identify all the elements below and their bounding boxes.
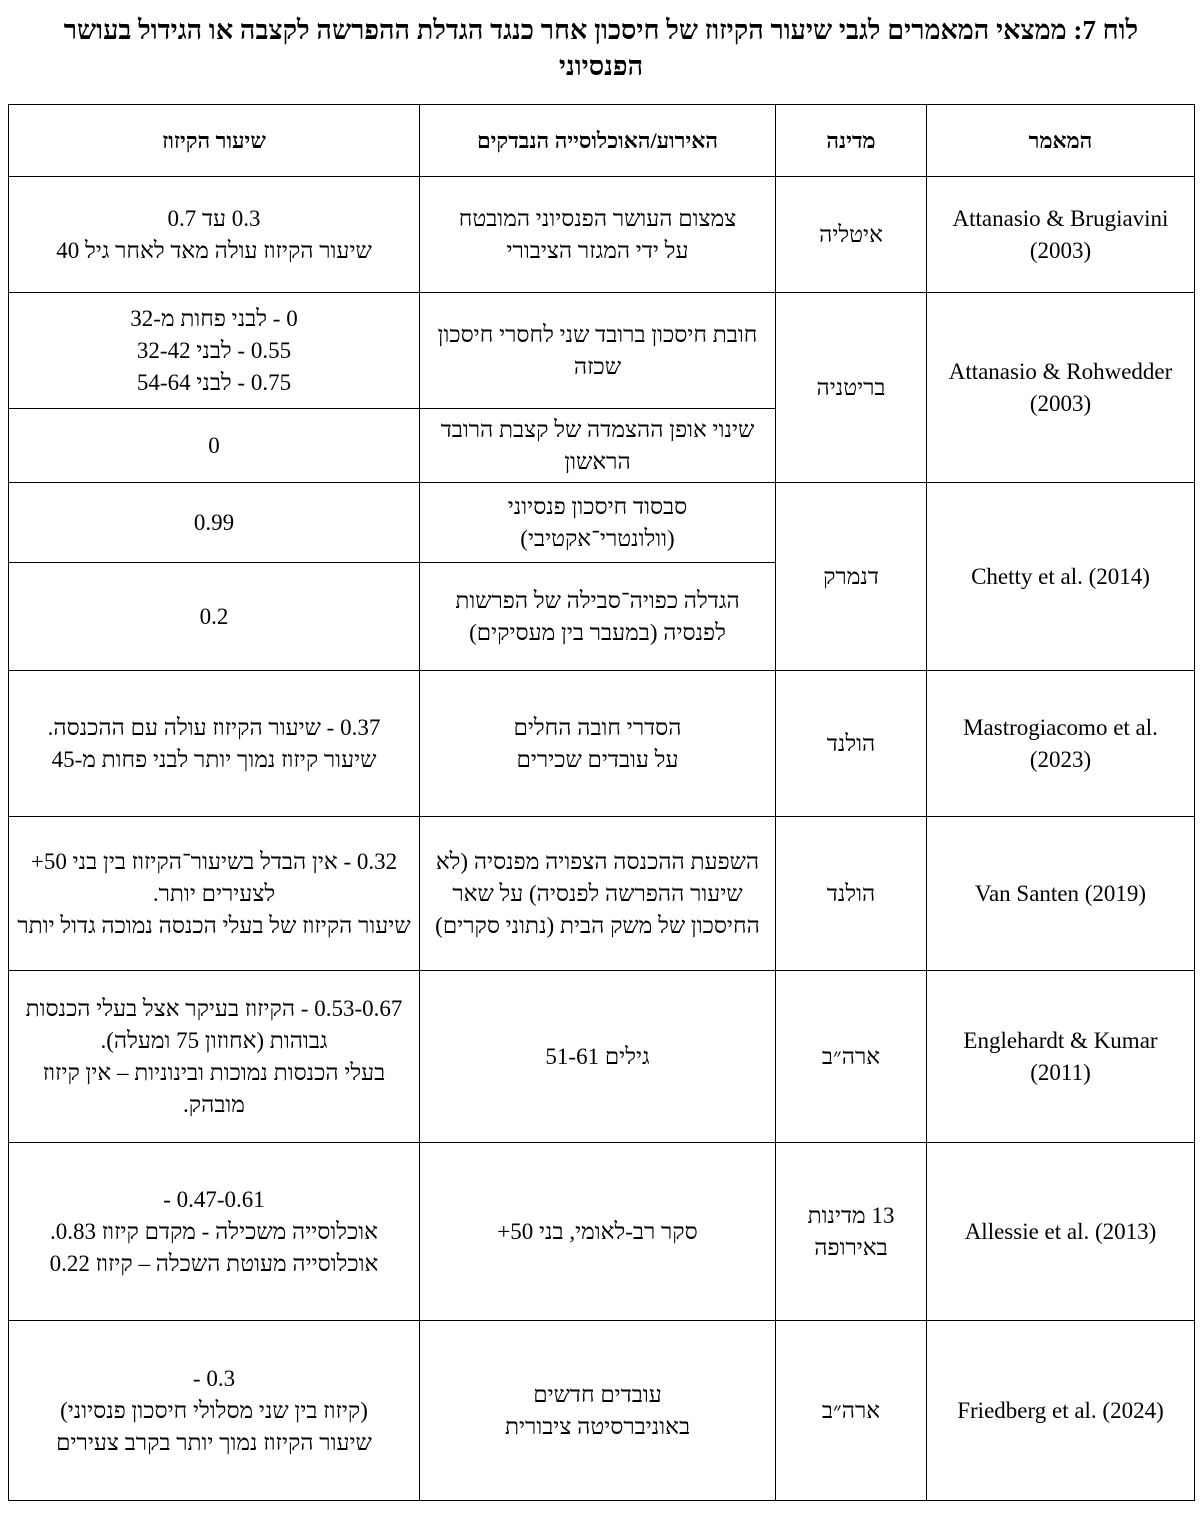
rate-line: 0.2 (199, 603, 229, 629)
rate-cell (9, 483, 420, 563)
event-line: הסדרי חובה החלים (513, 714, 682, 740)
event-cell (420, 671, 776, 817)
paper-cell: Friedberg et al. (2024) (927, 1321, 1195, 1501)
table-row (9, 971, 1195, 1143)
rate-cell (9, 1321, 420, 1501)
event-line: על עובדים שכירים (516, 746, 679, 772)
country-cell: ארה״ב (776, 971, 927, 1143)
paper-cell: Van Santen (2019) (927, 817, 1195, 971)
rate-line: 0.37 - שיעור הקיזוז עולה עם ההכנסה. (47, 714, 381, 740)
rate-line: 0.3 עד 0.7 (167, 205, 261, 231)
rate-line: 0.75 - לבני 54-64 (136, 369, 292, 395)
rate-cell (9, 563, 420, 671)
rate-line: שיעור קיזוז נמוך יותר לבני פחות מ-45 (51, 746, 377, 772)
paper-cell: Englehardt & Kumar (2011) (927, 971, 1195, 1143)
rate-line: אוכלוסייה מעוטת השכלה – קיזוז 0.22 (49, 1250, 379, 1276)
rate-line: שיעור הקיזוז עולה מאד לאחר גיל 40 (56, 237, 372, 263)
table-row (9, 483, 1195, 563)
paper-cell: Chetty et al. (2014) (927, 483, 1195, 671)
paper-cell: Attanasio & Brugiavini (2003) (927, 177, 1195, 293)
event-line: השפעת ההכנסה הצפויה מפנסיה (לא שיעור ההפרשה לפנסיה) על שאר החיסכון של משק הבית (נתוני סקרים) (435, 848, 760, 938)
rate-line: 0.53-0.67 - הקיזוז בעיקר אצל בעלי הכנסות גבוהות (אחוזון 75 ומעלה). (25, 995, 403, 1053)
table-row (9, 671, 1195, 817)
table-row (9, 177, 1195, 293)
table-row (9, 1321, 1195, 1501)
event-line: (וולונטרי־אקטיבי) (520, 525, 675, 551)
header-row (9, 105, 1195, 177)
table-row (9, 817, 1195, 971)
event-cell (420, 971, 776, 1143)
header-rate: שיעור הקיזוז (9, 105, 420, 177)
event-cell (420, 177, 776, 293)
event-cell (420, 483, 776, 563)
header-event: האירוע/האוכלוסייה הנבדקים (420, 105, 776, 177)
event-line: הגדלה כפויה־סבילה של הפרשות לפנסיה (במעבר בין מעסיקים) (455, 587, 740, 645)
event-cell (420, 409, 776, 483)
event-line: על ידי המגזר הציבורי (506, 237, 689, 263)
event-line: סקר רב-לאומי, בני 50+ (497, 1218, 698, 1244)
event-line: שינוי אופן ההצמדה של קצבת הרובד הראשון (440, 416, 755, 474)
rate-line: 0 (208, 432, 220, 458)
event-line: עובדים חדשים (533, 1381, 662, 1407)
rate-cell (9, 671, 420, 817)
rate-line: 0.99 (193, 509, 235, 535)
rate-line: 0.55 - לבני 32-42 (136, 337, 292, 363)
rate-line: 0.47-0.61 - (163, 1186, 265, 1212)
table-title: לוח 7: ממצאי המאמרים לגבי שיעור הקיזוז של חיסכון אחר כנגד הגדלת ההפרשה לקצבה או הגידול בעושר הפנסיוני (63, 15, 1139, 81)
rate-line: שיעור הקיזוז של בעלי הכנסה נמוכה גדול יותר (17, 912, 411, 938)
event-line: סבסוד חיסכון פנסיוני (507, 493, 688, 519)
country-cell: 13 מדינות באירופה (776, 1143, 927, 1321)
table-row (9, 293, 1195, 409)
table-row (9, 1143, 1195, 1321)
event-line: חובת חיסכון ברובד שני לחסרי חיסכון שכזה (437, 321, 758, 379)
country-cell: ארה״ב (776, 1321, 927, 1501)
event-cell (420, 1143, 776, 1321)
country-cell: הולנד (776, 671, 927, 817)
rate-line: בעלי הכנסות נמוכות ובינוניות – אין קיזוז מובהק. (42, 1059, 386, 1117)
event-cell (420, 1321, 776, 1501)
paper-cell: Attanasio & Rohwedder (2003) (927, 293, 1195, 483)
rate-cell (9, 177, 420, 293)
rate-line: (קיזוז בין שני מסלולי חיסכון פנסיוני) (60, 1397, 368, 1423)
rate-line: 0.32 - אין הבדל בשיעור־הקיזוז בין בני 50+ לצעירים יותר. (30, 848, 398, 906)
paper-cell: Mastrogiacomo et al. (2023) (927, 671, 1195, 817)
event-line: גילים 51-61 (545, 1043, 650, 1069)
event-cell (420, 293, 776, 409)
rate-line: שיעור הקיזוז נמוך יותר בקרב צעירים (56, 1429, 372, 1455)
rate-line: 0 - לבני פחות מ-32 (130, 305, 298, 331)
event-cell (420, 817, 776, 971)
rate-line: אוכלוסייה משכילה - מקדם קיזוז 0.83. (50, 1218, 378, 1244)
rate-line: 0.3 - (192, 1365, 236, 1391)
paper-cell: Allessie et al. (2013) (927, 1143, 1195, 1321)
offset-findings-table (8, 104, 1195, 1501)
country-cell: דנמרק (776, 483, 927, 671)
header-country: מדינה (776, 105, 927, 177)
country-cell: בריטניה (776, 293, 927, 483)
country-cell: איטליה (776, 177, 927, 293)
rate-cell (9, 817, 420, 971)
country-cell: הולנד (776, 817, 927, 971)
header-paper: המאמר (927, 105, 1195, 177)
event-line: באוניברסיטה ציבורית (504, 1413, 691, 1439)
rate-cell (9, 1143, 420, 1321)
rate-cell (9, 971, 420, 1143)
event-line: צמצום העושר הפנסיוני המובטח (458, 205, 737, 231)
rate-cell (9, 293, 420, 409)
rate-cell (9, 409, 420, 483)
event-cell (420, 563, 776, 671)
